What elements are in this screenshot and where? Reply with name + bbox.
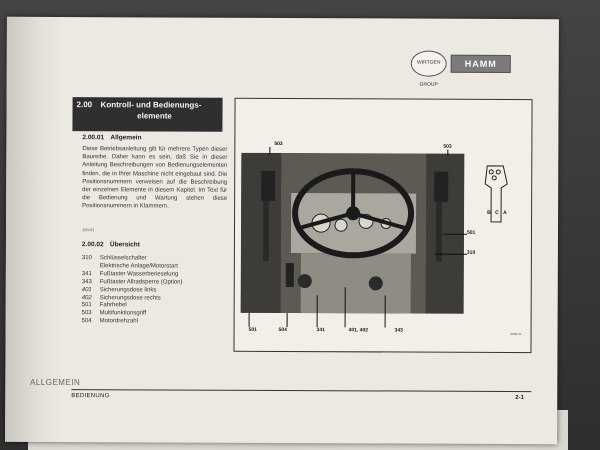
subsection-title: Allgemein bbox=[110, 134, 142, 142]
cab-interior-illustration bbox=[241, 153, 465, 314]
callout-label: 401, 402 bbox=[348, 327, 369, 334]
legend-number: 310 bbox=[81, 255, 92, 262]
callout-label: 343 bbox=[394, 327, 403, 334]
legend-text: Fußtaster Wasserberieselung bbox=[99, 271, 179, 278]
leader-line bbox=[317, 295, 318, 327]
leader-line bbox=[443, 234, 467, 235]
callout-label: 504 bbox=[278, 326, 287, 334]
legend-number: 343 bbox=[81, 278, 92, 285]
joystick-inset-drawing bbox=[479, 162, 513, 226]
legend-text: Fahrhebel bbox=[99, 302, 127, 309]
legend-text: Motordrehzahl bbox=[99, 318, 138, 325]
footer-section-name: BEDIENUNG bbox=[71, 393, 110, 400]
hamm-logo: HAMM bbox=[451, 55, 511, 73]
page-number: 2-1 bbox=[515, 395, 524, 402]
inset-label-c: C bbox=[495, 209, 499, 216]
reference-code: 100-01 bbox=[81, 227, 95, 233]
subsection-number: 2.00.01 bbox=[82, 134, 105, 142]
subsection-number: 2.00.02 bbox=[81, 241, 104, 249]
legend-number: 341 bbox=[81, 270, 92, 277]
general-paragraph: Diese Betriebsanleitung gilt für mehrere Typen dieser Baureihe. Daher kann es sein, daß Sie in dieser Anleitung Beschreibungen von Bedienungselementen finden, die in Ihrer Maschine nicht eingebaut sind. Die Positionsnummern verweisen auf die Beschreibung der einzelnen Elemente in diesem Kapitel. Im Text für die Bedienung und Wartung stehen diese Positionsnummern in Klammern. bbox=[82, 146, 228, 210]
underlying-page-text: ALLGEMEIN bbox=[30, 378, 81, 387]
section-number: 2.00 bbox=[76, 100, 93, 110]
inset-label-a: A bbox=[503, 209, 507, 216]
inset-label-b: B bbox=[487, 209, 491, 216]
legend-text: Sicherungsdose rechts bbox=[99, 294, 161, 302]
legend-number: 503 bbox=[81, 310, 92, 317]
legend-number bbox=[82, 263, 100, 271]
legend-number: 504 bbox=[81, 318, 92, 325]
callout-label: 341 bbox=[316, 327, 325, 334]
subsection-heading-overview bbox=[82, 241, 140, 248]
legend-number: 402 bbox=[81, 294, 92, 301]
leader-line bbox=[435, 254, 467, 255]
leader-line bbox=[345, 287, 346, 327]
legend-text: Multifunktionsgriff bbox=[99, 310, 147, 317]
overview-legend bbox=[82, 255, 232, 327]
leader-line bbox=[385, 295, 386, 327]
leader-line bbox=[447, 150, 448, 156]
footer-rule bbox=[71, 389, 531, 392]
cab-photo bbox=[241, 153, 465, 314]
subsection-heading-general bbox=[82, 134, 141, 141]
section-title bbox=[72, 97, 222, 132]
leader-line bbox=[249, 313, 250, 327]
section-title-line1: Kontroll- und Bedienungs- bbox=[100, 100, 202, 110]
legend-item bbox=[82, 318, 232, 327]
callout-label: 501 bbox=[248, 326, 257, 333]
callout-label: 310 bbox=[466, 249, 476, 256]
figure-frame bbox=[233, 98, 532, 353]
callout-label: 503 bbox=[443, 143, 452, 150]
manual-page bbox=[5, 17, 559, 444]
section-title-line2: elemente bbox=[137, 111, 172, 121]
legend-text: Sicherungsdose links bbox=[99, 286, 157, 294]
legend-number: 401 bbox=[81, 286, 92, 293]
figure-code: 0000-01 bbox=[510, 331, 522, 337]
subsection-title: Übersicht bbox=[109, 241, 140, 249]
leader-line bbox=[287, 313, 288, 327]
legend-number: 501 bbox=[81, 302, 92, 309]
wirtgen-logo: WIRTGEN GROUP bbox=[411, 51, 447, 77]
legend-text: Schlüsselschalter bbox=[99, 255, 147, 262]
legend-text: Elektrische Anlage/Motorstart bbox=[99, 263, 178, 270]
leader-line bbox=[269, 147, 270, 155]
legend-text: Fußtaster Allradsperre (Option) bbox=[99, 278, 183, 286]
callout-label: 503 bbox=[274, 140, 283, 148]
callout-label: 501 bbox=[466, 229, 476, 236]
